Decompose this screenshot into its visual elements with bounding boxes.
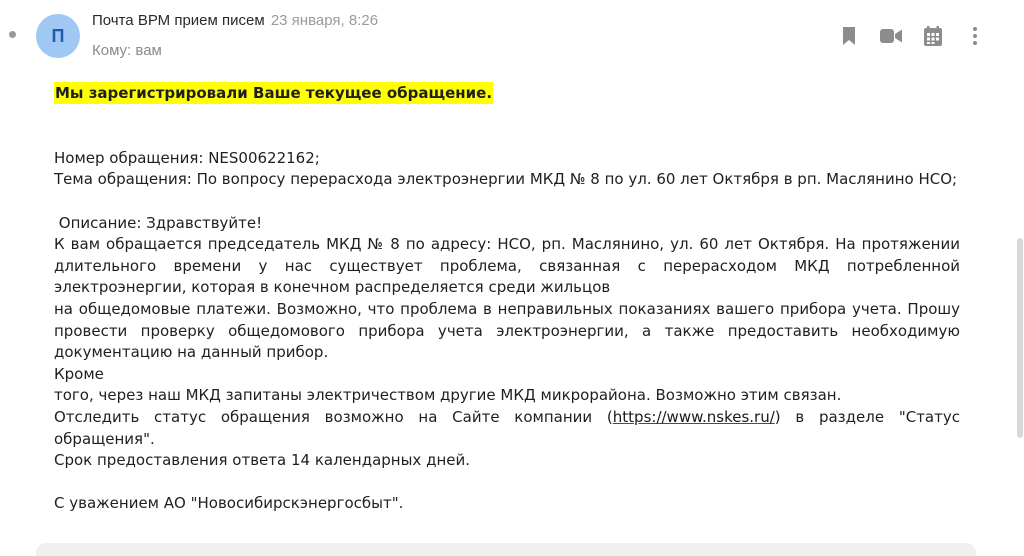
video-call-icon bbox=[880, 28, 902, 44]
scrollbar[interactable] bbox=[1017, 238, 1023, 438]
sender-name[interactable]: Почта ВРМ прием писем bbox=[92, 12, 265, 29]
request-description-heading: Описание: Здравствуйте! bbox=[54, 213, 263, 232]
calendar-button[interactable] bbox=[912, 24, 954, 48]
unread-indicator[interactable] bbox=[9, 31, 16, 38]
signature: С уважением АО "Новосибирскэнергосбыт". bbox=[54, 494, 404, 513]
description-paragraph-3: Кроме bbox=[54, 364, 104, 383]
description-paragraph-4: того, через наш МКД запитаны электричеством другие МКД микрорайона. Возможно этим связан. bbox=[54, 386, 842, 405]
more-button[interactable] bbox=[954, 24, 996, 48]
reply-bar[interactable] bbox=[36, 543, 976, 556]
more-icon bbox=[973, 27, 977, 45]
email-toolbar bbox=[828, 24, 996, 48]
video-call-button[interactable] bbox=[870, 24, 912, 48]
avatar-letter: П bbox=[51, 25, 65, 46]
registered-notice: Мы зарегистрировали Ваше текущее обращение. bbox=[55, 84, 493, 102]
bookmark-button[interactable] bbox=[828, 24, 870, 48]
request-topic: Тема обращения: По вопросу перерасхода электроэнергии МКД № 8 по ул. 60 лет Октября в рп. Маслянино НСО; bbox=[54, 170, 958, 189]
bookmark-icon bbox=[842, 27, 856, 45]
request-number: Номер обращения: NES00622162; bbox=[54, 148, 320, 167]
calendar-icon bbox=[924, 26, 942, 46]
response-deadline: Срок предоставления ответа 14 календарных дней. bbox=[54, 451, 471, 470]
email-body bbox=[54, 82, 960, 515]
status-text-before: Отследить статус обращения возможно на Сайте компании ( bbox=[54, 407, 613, 426]
email-date: 23 января, 8:26 bbox=[270, 12, 379, 29]
status-text-after: ) в разделе "Статус обращения". bbox=[54, 407, 960, 448]
notice-line bbox=[54, 82, 960, 105]
company-site-link[interactable]: https://www.nskes.ru/ bbox=[612, 407, 775, 426]
status-info bbox=[54, 407, 960, 450]
recipient-line[interactable]: Кому: вам bbox=[92, 42, 162, 59]
description-paragraph-2: на общедомовые платежи. Возможно, что проблема в неправильных показаниях вашего прибора учета. Прошу провести проверку общедомового прибора учета электроэнергии, а также предоставить необходимую документацию на данный прибор. bbox=[54, 299, 960, 362]
from-line bbox=[92, 12, 378, 30]
description-paragraph-1: К вам обращается председатель МКД № 8 по адресу: НСО, рп. Маслянино, ул. 60 лет Октября. На протяжении длительного времени у нас существует проблема, связанная с перерасходом МКД потребленной электроэнергии, которая в конечном распределяется среди жильцов bbox=[54, 235, 960, 297]
sender-avatar[interactable] bbox=[36, 14, 80, 58]
